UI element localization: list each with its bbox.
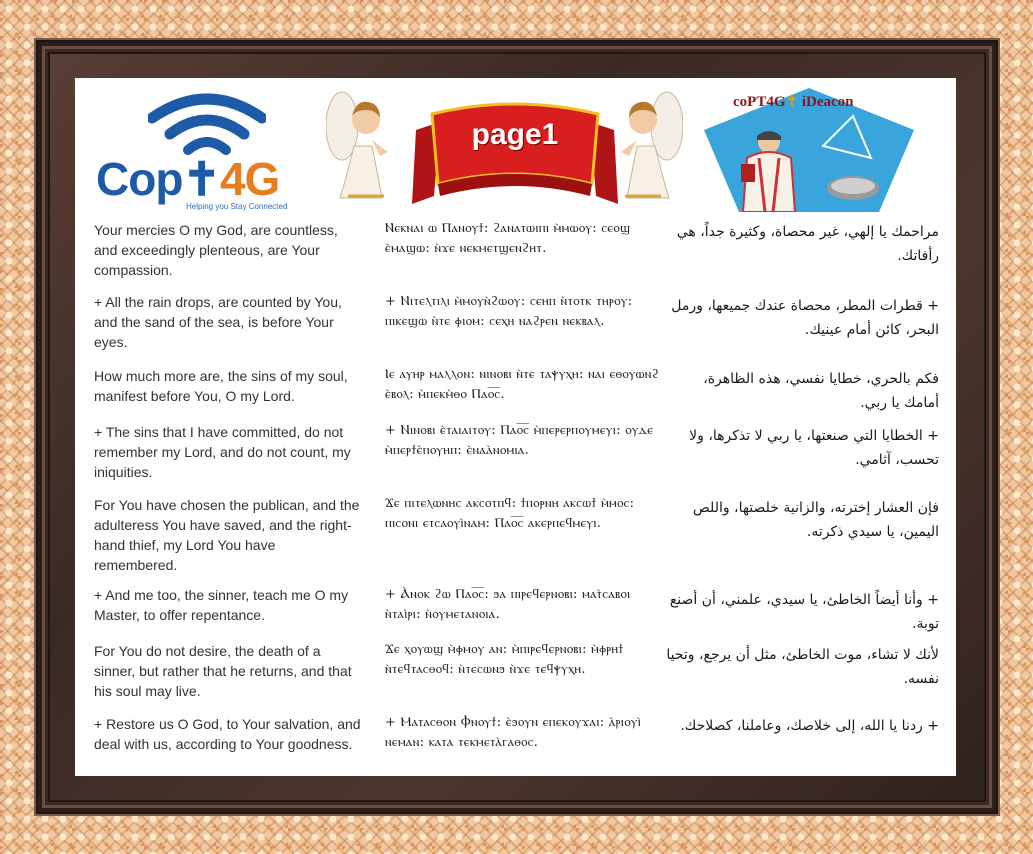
verse-coptic: + Ⲛⲓⲧⲉⲗⲧⲓⲗⲓ ⲙ̀ⲙⲟⲩⲛ̀ϩⲱⲟⲩ: ⲥⲉⲏⲡ ⲛ̀ⲧⲟⲧⲕ ⲧⲏⲣⲟⲩ: ⲡⲓⲕⲉϣⲱ ⲛ̀ⲧⲉ ⲫⲓⲟⲙ: ⲥⲉⲭⲏ ⲛⲁϩⲣⲉⲛ ⲛⲉⲕⲃⲁⲗ. [385,294,633,329]
verse-english: For You have chosen the publican, and the adulteress You have saved, and the right-hand thief, my Lord You have remembered. [94,497,360,573]
verse-coptic: + Ⲁ̀ⲛⲟⲕ ϩⲱ Ⲡⲁⲟ̅ⲥ̅: ϧⲁ ⲡⲓⲣⲉϥⲉⲣⲛⲟⲃⲓ: ⲙⲁⲧ̀ⲥⲁⲃⲟⲓ ⲛ̀ⲧⲁⲓ̀ⲣⲓ: ⲛ̀ⲟⲩⲙⲉⲧⲁⲛⲟⲓⲁ. [385,587,631,622]
logo-text-accent: 4G [219,153,280,205]
logo-text-main: Cop [96,153,183,205]
verse-english: + All the rain drops, are counted by You, and the sand of the sea, is before Your eyes. [94,294,342,350]
verse-english: For You do not desire, the death of a sinner, but rather that he returns, and that his soul may live. [94,643,352,699]
idecon-logo-title-prefix: coPT4G [733,94,786,110]
idecon-logo-title [733,92,854,111]
verse-coptic: + Ⲛⲓⲛⲟⲃⲓ ⲉ̀ⲧⲁⲓⲁⲓⲧⲟⲩ: Ⲡⲁⲟ̅ⲥ̅ ⲙ̀ⲡⲉⲣⲉⲣⲡⲟⲩⲙⲉⲩⲓ: ⲟⲩⲇⲉ ⲙ̀ⲡⲉⲣϯⲉ̀ⲡⲟⲩⲏⲡ: ⲉ̀ⲛⲁⲁ̀ⲛⲟⲙⲓⲁ. [385,423,654,458]
idecon-logo-title-suffix: iDeacon [798,94,854,110]
verse-arabic: + الخطايا التي صنعتها، يا ربي لا تذكرها، ولا تحسب، آثامي. [689,428,939,468]
angel-left-icon [326,86,396,202]
logo-tagline: Helping you Stay Connected [186,202,288,211]
verse-english: + The sins that I have committed, do not remember my Lord, and do not count, my iniquities. [94,424,351,480]
verse-english: + And me too, the sinner, teach me O my Master, to offer repentance. [94,587,349,623]
copt4g-logo [96,88,318,214]
cross-icon: ✝ [182,153,220,205]
page-banner-ribbon [410,100,620,208]
verse-english: Your mercies O my God, are countless, and exceedingly plenteous, are Your compassion. [94,222,338,278]
wifi-icon [148,88,266,158]
verse-arabic: + ردنا يا الله، إلى خلاصك، وعاملنا، كصلاحك. [680,718,939,734]
angel-right-icon [613,86,683,202]
logo-wordmark [96,152,279,206]
verse-coptic: Ϫⲉ ⲭⲟⲩⲱϣ ⲙ̀ⲫⲙⲟⲩ ⲁⲛ: ⲙ̀ⲡⲓⲣⲉϥⲉⲣⲛⲟⲃⲓ: ⲙ̀ⲫⲣⲏϯ ⲛ̀ⲧⲉϥⲧⲁⲥⲑⲟϥ: ⲛ̀ⲧⲉⲥⲱⲛϧ ⲛ̀ϫⲉ ⲧⲉϥⲯⲩⲭⲏ. [385,642,624,677]
verse-arabic: + وأنا أيضاً الخاطئ، يا سيدي، علمني، أن أصنع توبة. [669,592,939,632]
verse-english: How much more are, the sins of my soul, manifest before You, O my Lord. [94,368,348,404]
page-banner-label: page1 [471,118,559,151]
verse-coptic: + Ⲙⲁⲧⲁⲥⲑⲟⲛ Ⲫⲛⲟⲩϯ: ⲉ̀ϧⲟⲩⲛ ⲉⲡⲉⲕⲟⲩϫⲁⲓ: ⲁ̀ⲣⲓⲟⲩⲓ̀ ⲛⲉⲙⲁⲛ: ⲕⲁⲧⲁ ⲧⲉⲕⲙⲉⲧⲁ̀ⲅⲁⲑⲟⲥ. [385,715,642,750]
verse-coptic: Ⲓⲉ ⲁⲩⲏⲣ ⲙⲁⲗⲗⲟⲛ: ⲛⲓⲛⲟⲃⲓ ⲛ̀ⲧⲉ ⲧⲁⲯⲩⲭⲏ: ⲛⲁⲓ ⲉⲑⲟⲩⲱⲛϩ ⲉ̀ⲃⲟⲗ: ⲙ̀ⲡⲉⲕⲙ̀ⲑⲟ Ⲡⲁⲟ̅ⲥ̅. [385,367,660,402]
verse-english: + Restore us O God, to Your salvation, and deal with us, according to Your goodness. [94,716,361,752]
verse-coptic: Ⲛⲉⲕⲛⲁⲓ ⲱ Ⲡⲁⲛⲟⲩϯ: ϩⲁⲛⲁⲧⲱⲓⲡⲓ ⲙ̀ⲙⲱⲟⲩ: ⲥⲉⲟϣ ⲉ̀ⲙⲁϣⲱ: ⲛ̀ϫⲉ ⲛⲉⲕⲙⲉⲧϣⲉⲛϩⲏⲧ. [385,221,631,256]
verse-arabic: لأنك لا تشاء، موت الخاطئ، مثل أن يرجع، وتحيا نفسه. [666,647,939,687]
verse-arabic: + قطرات المطر، محصاة عندك جميعها، ورمل البحر، كائن أمام عينيك. [671,298,939,338]
verse-arabic: فإن العشار إخترته، والزانية خلصتها، واللص اليمين، يا سيدي ذكرته. [692,500,939,540]
verse-arabic: فكم بالحري، خطايا نفسي، هذه الظاهرة، أمامك يا ربي. [703,371,939,411]
verse-arabic: مراحمك يا إلهي، غير محصاة، وكثيرة جداً، هي رأفاتك. [676,224,939,264]
verse-coptic: Ϫⲉ ⲡⲓⲧⲉⲗⲱⲛⲏⲥ ⲁⲕⲥⲟⲧⲡϥ: ϯⲡⲟⲣⲛⲏ ⲁⲕⲥⲱϯ ⲙ̀ⲙⲟⲥ: ⲡⲓⲥⲟⲛⲓ ⲉⲧⲥⲁⲟⲩⲓ̀ⲛⲁⲙ: Ⲡⲁⲟ̅ⲥ̅ ⲁⲕⲉⲣⲡⲉϥⲙⲉⲩⲓ. [385,496,635,531]
cross-icon: ✝ [785,94,799,110]
